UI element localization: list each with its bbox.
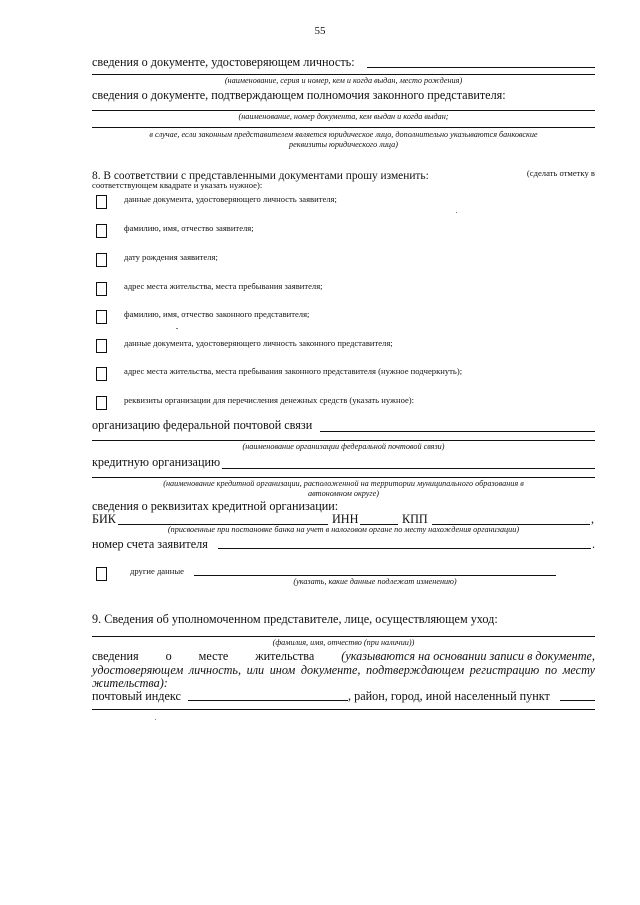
option-label: дату рождения заявителя; <box>124 252 218 262</box>
other-data-field[interactable] <box>194 575 556 576</box>
section8-heading-note-2: соответствующем квадрате и указать нужное): <box>92 180 263 190</box>
residence-line-2-text: удостоверяющем личность, или ином документе, подтверждающем регистрацию по месту <box>92 663 595 677</box>
checkbox-address[interactable] <box>96 282 107 296</box>
scan-speck <box>456 212 457 213</box>
option-label: адрес места жительства, места пребывания законного представителя (нужное подчеркнуть); <box>124 366 463 376</box>
rep-name-field[interactable] <box>92 636 595 637</box>
option-label: фамилию, имя, отчество заявителя; <box>124 223 254 233</box>
residence-word: жительства <box>255 649 315 663</box>
option-label: реквизиты организации для перечисления денежных средств (указать нужное): <box>124 395 415 405</box>
credit-org-field-2[interactable] <box>92 477 595 478</box>
page-number: 55 <box>314 25 326 37</box>
credit-org-hint-1: (наименование кредитной организации, расположенной на территории муниципального образования в <box>163 479 524 488</box>
option-label: данные документа, удостоверяющего личность заявителя; <box>124 194 337 204</box>
checkbox-rep-full-name[interactable] <box>96 310 107 324</box>
postal-org-label: организацию федеральной почтовой связи <box>92 418 313 432</box>
checkbox-full-name[interactable] <box>96 224 107 238</box>
identity-doc-hint: (наименование, серия и номер, кем и когда выдан, место рождения) <box>224 76 463 85</box>
checkbox-birth-date[interactable] <box>96 253 107 267</box>
scan-speck <box>155 719 156 720</box>
scan-speck <box>176 328 178 329</box>
section8-heading-main: 8. В соответствии с представленными документами прошу изменить: <box>92 170 429 182</box>
account-field[interactable] <box>218 548 591 549</box>
other-data-label: другие данные <box>130 566 184 576</box>
rep-name-hint: (фамилия, имя, отчество (при наличии)) <box>272 638 415 647</box>
credit-org-label: кредитную организацию <box>92 455 221 469</box>
checkbox-rep-address[interactable] <box>96 367 107 381</box>
identity-doc-field-2[interactable] <box>92 74 595 75</box>
checkbox-identity-doc[interactable] <box>96 195 107 209</box>
checkbox-other-data[interactable] <box>96 567 107 581</box>
other-data-hint: (указать, какие данные подлежат изменению) <box>293 577 457 586</box>
option-label: данные документа, удостоверяющего личность законного представителя; <box>124 338 393 348</box>
section8-heading-note: (сделать отметку в <box>526 168 595 178</box>
locality-label: , район, город, иной населенный пункт <box>348 689 550 703</box>
kpp-label: КПП <box>402 512 428 526</box>
residence-note: (указываются на основании записи в документе, <box>341 649 595 663</box>
locality-field-2[interactable] <box>92 709 595 710</box>
checkbox-payment-details[interactable] <box>96 396 107 410</box>
option-label: фамилию, имя, отчество законного представителя; <box>124 309 310 319</box>
residence-line-1 <box>92 649 595 664</box>
residence-word: сведения <box>92 649 139 663</box>
residence-word: о <box>165 649 172 663</box>
credit-org-hint-2: автономном округе) <box>308 489 379 498</box>
rep-doc-hint: (наименование, номер документа, кем выдан и когда выдан; <box>238 112 449 121</box>
rep-doc-field-2[interactable] <box>92 127 595 128</box>
residence-line-3: жительства): <box>92 676 168 690</box>
kpp-comma: , <box>591 512 595 526</box>
identity-doc-field[interactable] <box>367 67 595 68</box>
rep-doc-field[interactable] <box>92 110 595 111</box>
postal-org-field[interactable] <box>320 431 595 432</box>
legal-entity-hint-1: в случае, если законным представителем является юридическое лицо, дополнительно указываются банковские <box>149 130 538 139</box>
postal-org-hint: (наименование организации федеральной почтовой связи) <box>242 442 445 451</box>
account-period: . <box>592 537 596 551</box>
legal-entity-hint-2: реквизиты юридического лица) <box>289 140 398 149</box>
locality-field[interactable] <box>560 700 595 701</box>
section9-heading: 9. Сведения об уполномоченном представителе, лице, осуществляющем уход: <box>92 612 498 626</box>
postcode-field[interactable] <box>188 700 348 701</box>
bank-details-label: сведения о реквизитах кредитной организации: <box>92 499 339 513</box>
rep-doc-label: сведения о документе, подтверждающем полномочия законного представителя: <box>92 88 506 102</box>
postcode-label: почтовый индекс <box>92 689 181 703</box>
account-label: номер счета заявителя <box>92 537 208 551</box>
residence-word: месте <box>198 649 229 663</box>
credit-org-field[interactable] <box>222 468 595 469</box>
bik-label: БИК <box>92 512 116 526</box>
postal-org-field-2[interactable] <box>92 440 595 441</box>
checkbox-rep-identity-doc[interactable] <box>96 339 107 353</box>
inn-label: ИНН <box>332 512 359 526</box>
bank-codes-hint: (присвоенные при постановке банка на учет в налоговом органе по месту нахождения организации) <box>167 525 520 534</box>
identity-doc-label: сведения о документе, удостоверяющем личность: <box>92 55 355 69</box>
option-label: адрес места жительства, места пребывания заявителя; <box>124 281 323 291</box>
